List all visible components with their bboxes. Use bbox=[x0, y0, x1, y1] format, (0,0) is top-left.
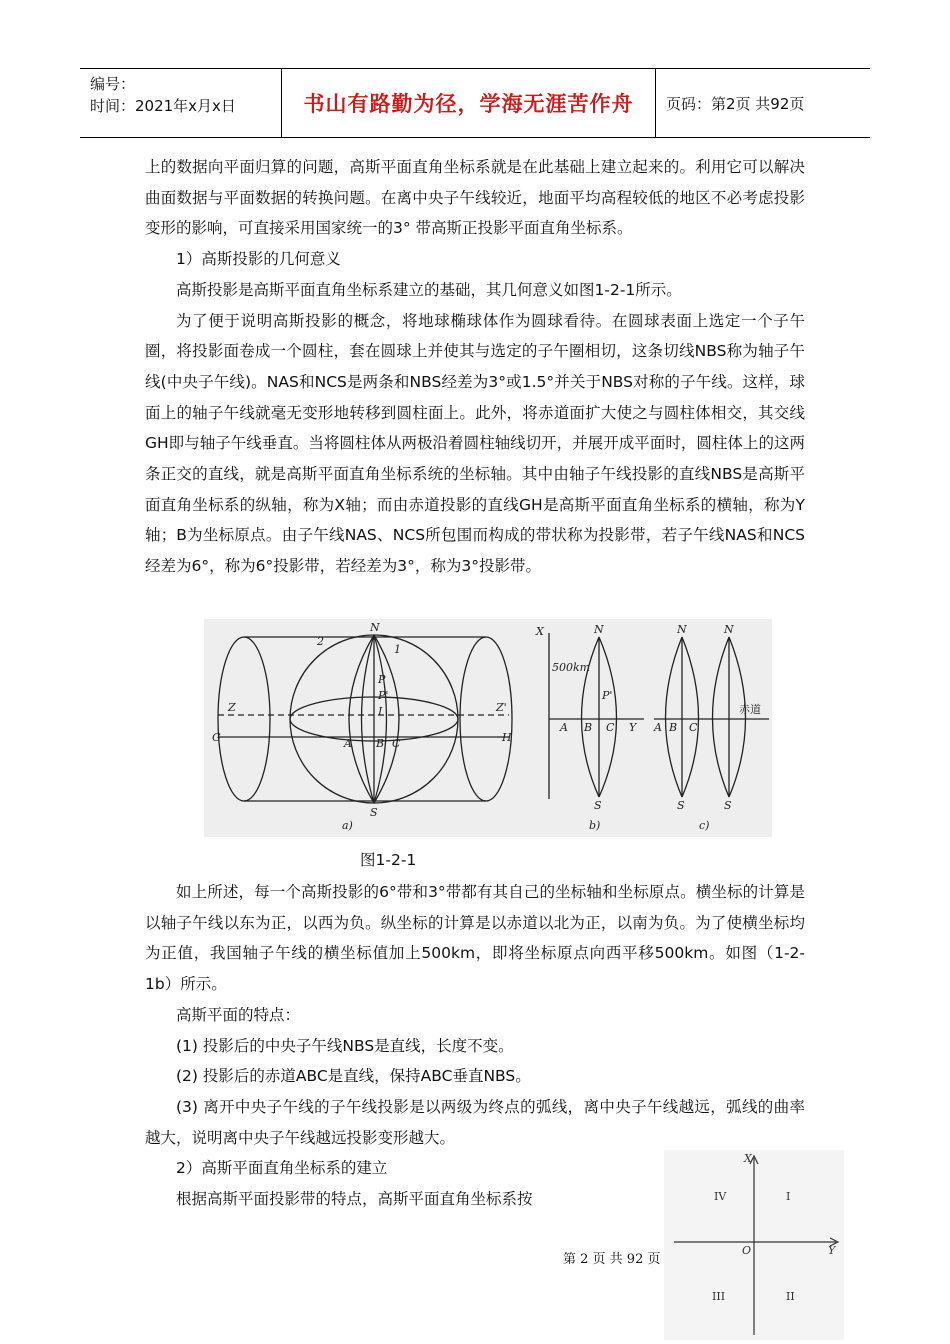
fig-label: S bbox=[370, 806, 378, 819]
figure-quadrants bbox=[664, 1150, 844, 1340]
header-motto: 书山有路勤为径，学海无涯苦作舟 bbox=[282, 69, 656, 137]
list-item: (2) 投影后的赤道ABC是直线，保持ABC垂直NBS。 bbox=[176, 1067, 531, 1086]
quadrant-svg bbox=[664, 1150, 844, 1340]
fig-label: H bbox=[502, 731, 512, 744]
fig-label: I bbox=[378, 705, 383, 718]
fig-label: S bbox=[594, 799, 602, 812]
quad-label: O bbox=[742, 1244, 752, 1257]
paragraph: 为了便于说明高斯投影的概念，将地球椭球体作为圆球看待。在圆球表面上选定一个子午圈，将投影面卷成一个圆柱，套在圆球上并使其与选定的子午圈相切，这条切线NBS称为轴子午线(中央子午线)。NAS和NCS是两条和NBS经差为3°或1.5°并关于NBS对称的子午线。这样，球面上的轴子午线就毫无变形地转移到圆柱面上。此外，将赤道面扩大使之与圆柱体相交，其交线GH即与轴子午线垂直。当将圆柱体从两极沿着圆柱轴线切开，并展开成平面时，圆柱体上的这两条正交的直线，就是高斯平面直角坐标系统的坐标轴。其中由轴子午线投影的直线NBS是高斯平面直角坐标系的纵轴，称为X轴；而由赤道投影的直线GH是高斯平面直角坐标系的横轴，称为Y轴；B为坐标原点。由子午线NAS、NCS所包围而构成的带状称为投影带，若子午线NAS和NCS经差为6°，称为6°投影带，若经差为3°，称为3°投影带。 bbox=[145, 311, 805, 576]
list-item: (3) 离开中央子午线的子午线投影是以两级为终点的弧线，离中央子午线越远，弧线的曲率越大，说明离中央子午线越远投影变形越大。 bbox=[145, 1097, 805, 1147]
quad-label: X bbox=[744, 1152, 752, 1165]
fig-label: c) bbox=[699, 819, 710, 832]
fig-label: 1 bbox=[394, 643, 401, 656]
fig-label: P' bbox=[378, 689, 389, 702]
fig-label: P bbox=[378, 673, 386, 686]
fig-label: C bbox=[392, 737, 401, 750]
paragraph: 如上所述，每一个高斯投影的6°带和3°带都有其自己的坐标轴和坐标原点。横坐标的计算是以轴子午线以东为正，以西为负。纵坐标的计算是以赤道以北为正，以南为负。为了使横坐标均为正值，我国轴子午线的横坐标值加上500km，即将坐标原点向西平移500km。如图（1-2-1b）所示。 bbox=[145, 883, 805, 994]
fig-label: C bbox=[689, 721, 698, 734]
paragraph: 根据高斯平面投影带的特点，高斯平面直角坐标系按 bbox=[176, 1190, 533, 1209]
fig-label: b) bbox=[589, 819, 601, 832]
page-footer: 第 2 页 共 92 页 bbox=[563, 1252, 661, 1267]
quad-label: III bbox=[712, 1290, 726, 1303]
fig-label: Z' bbox=[496, 701, 507, 714]
fig-label: A bbox=[654, 721, 662, 734]
doc-date: 时间：2021年x月x日 bbox=[90, 97, 236, 115]
fig-label: 2 bbox=[317, 635, 324, 648]
section-heading: 2）高斯平面直角坐标系的建立 bbox=[176, 1159, 388, 1178]
quad-label: IV bbox=[714, 1190, 727, 1203]
fig-label: B bbox=[376, 737, 385, 750]
fig-label: N bbox=[370, 621, 380, 634]
fig-label: A bbox=[560, 721, 568, 734]
fig-label: N bbox=[677, 623, 687, 636]
fig-label: C bbox=[606, 721, 615, 734]
figure-gauss-projection bbox=[204, 619, 772, 837]
header-left bbox=[80, 69, 282, 137]
paragraph: 高斯投影是高斯平面直角坐标系建立的基础，其几何意义如图1-2-1所示。 bbox=[176, 280, 682, 299]
fig-label: N bbox=[594, 623, 604, 636]
header-page-info: 页码：第2页 共92页 bbox=[666, 94, 805, 113]
fig-label: A bbox=[344, 737, 352, 750]
fig-label: G bbox=[212, 731, 221, 744]
fig-label: S bbox=[724, 799, 732, 812]
paragraph: 上的数据向平面归算的问题，高斯平面直角坐标系就是在此基础上建立起来的。利用它可以解决曲面数据与平面数据的转换问题。在离中央子午线较近，地面平均高程较低的地区不必考虑投影变形的影响，可直接采用国家统一的3° 带高斯正投影平面直角坐标系。 bbox=[145, 158, 805, 238]
fig-label: Z bbox=[228, 701, 236, 714]
fig-label: X bbox=[536, 625, 544, 638]
fig-label: B bbox=[669, 721, 678, 734]
quad-label: Y bbox=[828, 1244, 836, 1257]
figure-caption: 图1-2-1 bbox=[360, 851, 417, 869]
fig-label: a) bbox=[342, 819, 353, 832]
section-heading: 1）高斯投影的几何意义 bbox=[176, 250, 341, 269]
doc-number-label: 编号： bbox=[90, 75, 136, 93]
fig-label: S bbox=[677, 799, 685, 812]
list-item: (1) 投影后的中央子午线NBS是直线，长度不变。 bbox=[176, 1036, 514, 1055]
fig-label: 赤道 bbox=[739, 703, 761, 716]
quad-label: II bbox=[786, 1290, 795, 1303]
body-text-top bbox=[145, 152, 805, 582]
fig-label: 500km bbox=[552, 661, 591, 674]
fig-label: B bbox=[584, 721, 593, 734]
fig-label: P' bbox=[602, 689, 613, 702]
figure-svg bbox=[204, 619, 772, 837]
fig-label: N bbox=[724, 623, 734, 636]
paragraph: 高斯平面的特点： bbox=[176, 1005, 301, 1024]
page-header bbox=[80, 68, 870, 138]
fig-label: Y bbox=[629, 721, 637, 734]
quad-label: I bbox=[786, 1190, 791, 1203]
